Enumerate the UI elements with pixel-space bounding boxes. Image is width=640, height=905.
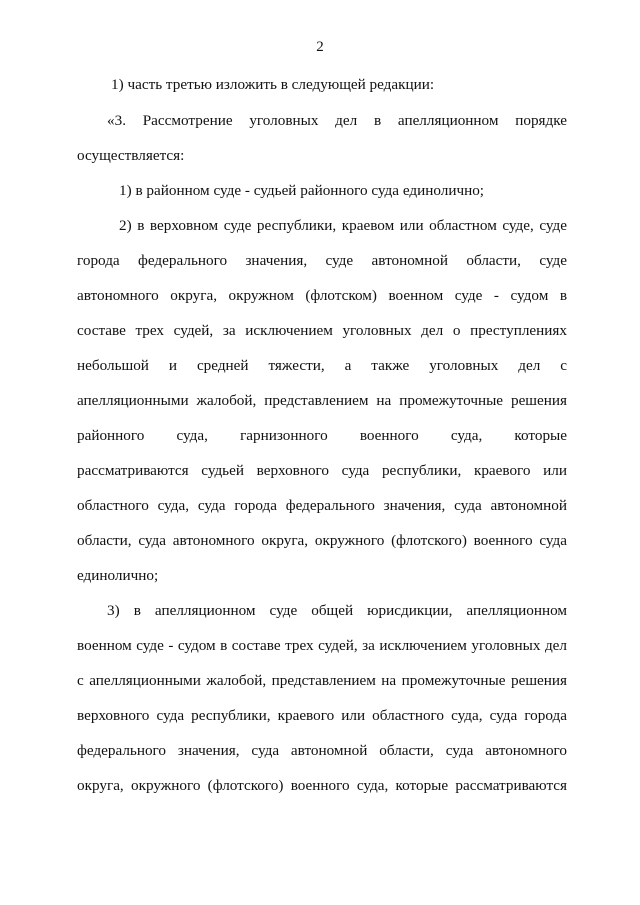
- text-line: 3) в апелляционном суде общей юрисдикции, апелляционном: [107, 602, 567, 619]
- text-line: округа, окружного (флотского) военного суда, которые рассматриваются: [77, 777, 567, 794]
- text-line: автономного округа, окружном (флотском) военном суде - судом в: [77, 287, 567, 304]
- text-line: «3. Рассмотрение уголовных дел в апелляционном порядке: [107, 112, 567, 129]
- text-line: с апелляционными жалобой, представлением на промежуточные решения: [77, 672, 567, 689]
- text-line: небольшой и средней тяжести, а также уголовных дел с: [77, 357, 567, 374]
- text-line: единолично;: [77, 567, 159, 584]
- text-line: районного суда, гарнизонного военного суда, которые: [77, 427, 567, 444]
- text-line: 1) часть третью изложить в следующей редакции:: [111, 76, 435, 93]
- text-line: апелляционными жалобой, представлением на промежуточные решения: [77, 392, 567, 409]
- text-line: областного суда, суда города федерального значения, суда автономной: [77, 497, 567, 514]
- text-line: рассматриваются судьей верховного суда республики, краевого или: [77, 462, 567, 479]
- text-line: составе трех судей, за исключением уголовных дел о преступлениях: [77, 322, 567, 339]
- text-line: федерального значения, суда автономной области, суда автономного: [77, 742, 567, 759]
- text-line: области, суда автономного округа, окружного (флотского) военного суда: [77, 532, 567, 549]
- page-number: 2: [316, 39, 324, 55]
- text-line: города федерального значения, суде автономной области, суде: [77, 252, 567, 269]
- text-line: верховного суда республики, краевого или областного суда, суда города: [77, 707, 567, 724]
- text-line: 1) в районном суде - судьей районного суда единолично;: [119, 182, 485, 199]
- text-line: военном суде - судом в составе трех судей, за исключением уголовных дел: [77, 637, 567, 654]
- text-line: 2) в верховном суде республики, краевом или областном суде, суде: [119, 217, 567, 234]
- text-line: осуществляется:: [77, 147, 185, 164]
